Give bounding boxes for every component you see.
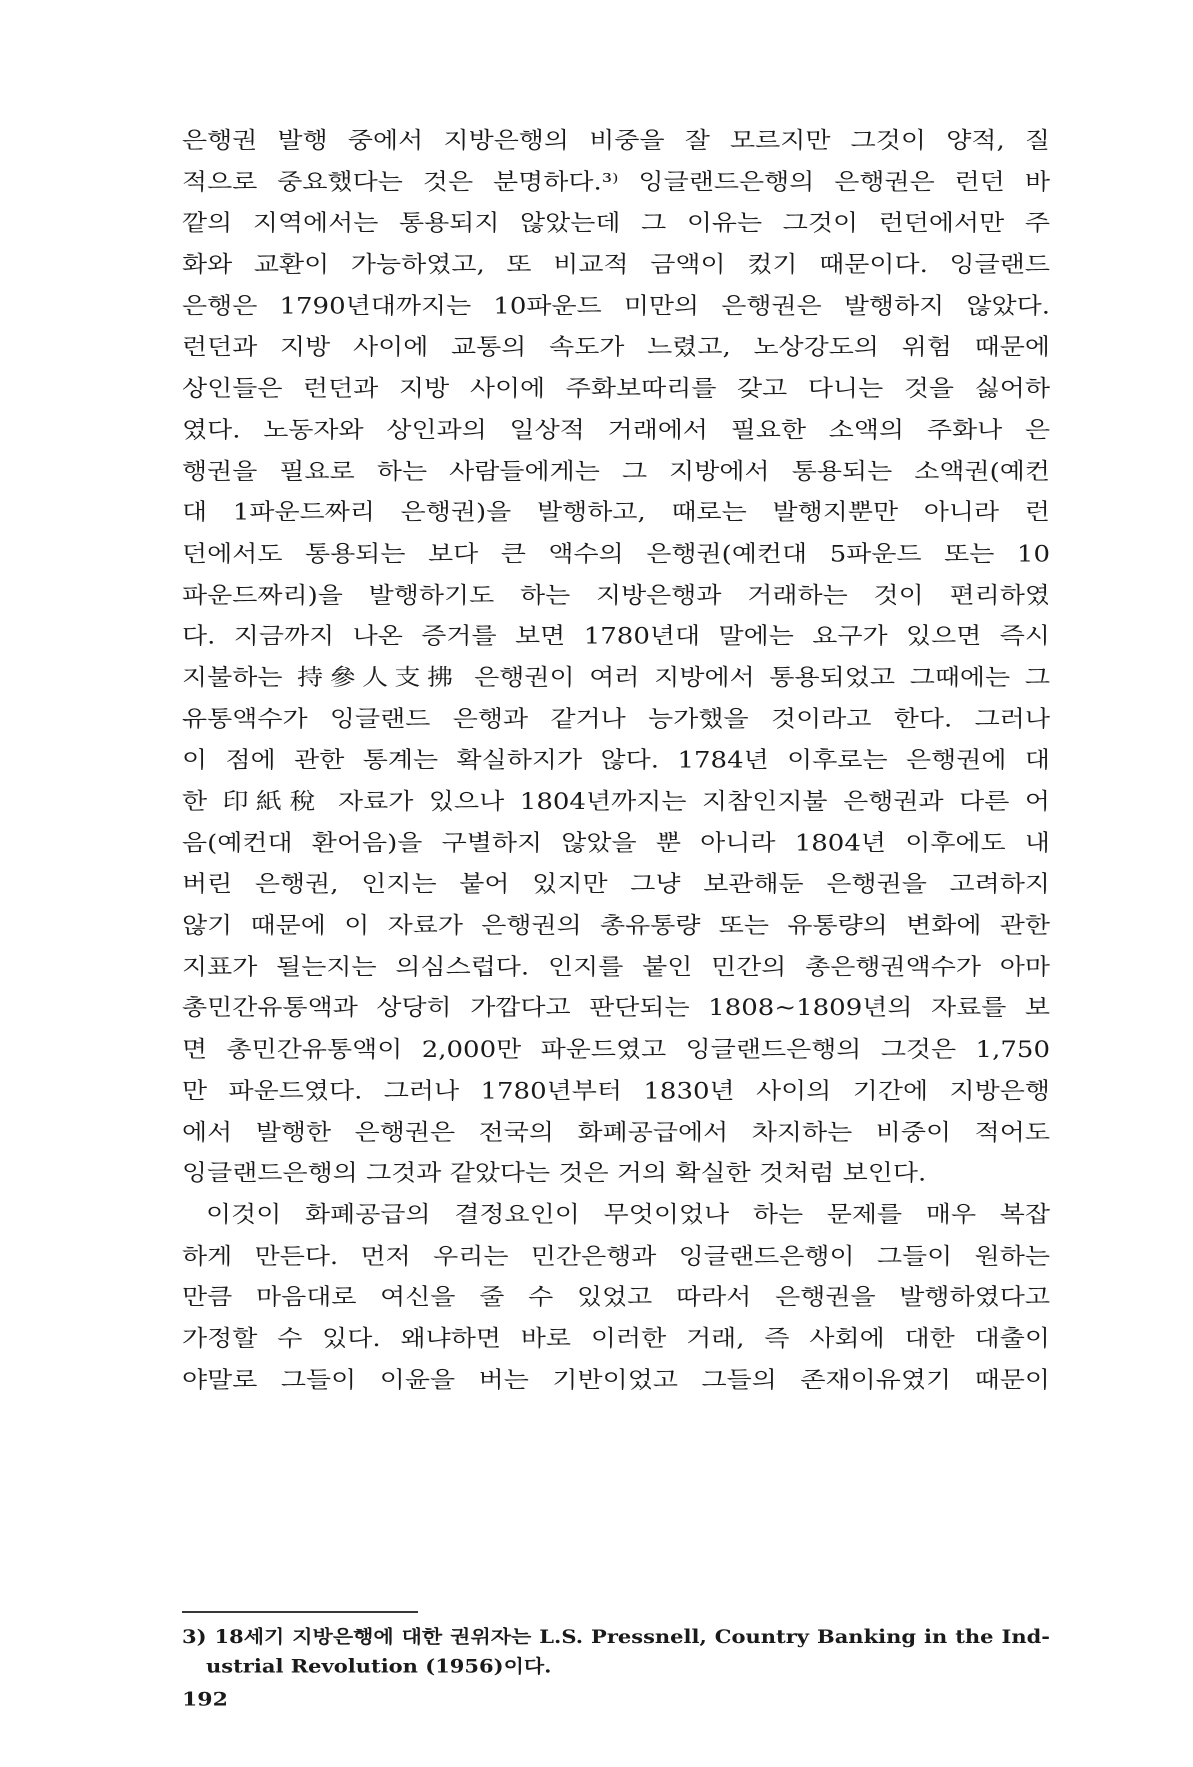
text-line: 않기 때문에 이 자료가 은행권의 총유통량 또는 유통량의 변화에 관한 [182, 913, 1050, 940]
footnote-divider [182, 1611, 418, 1613]
text-line: 만큼 마음대로 여신을 줄 수 있었고 따라서 은행권을 발행하였다고 [182, 1284, 1050, 1311]
text-line: 가정할 수 있다. 왜냐하면 바로 이러한 거래, 즉 사회에 대한 대출이 [182, 1326, 1050, 1353]
text-line: 이 점에 관한 통계는 확실하지가 않다. 1784년 이후로는 은행권에 대 [182, 747, 1050, 774]
page-number: 192 [182, 1688, 228, 1711]
text-line: 대 1파운드짜리 은행권)을 발행하고, 때로는 발행지뿐만 아니라 런 [182, 499, 1050, 526]
text-line: 은행권 발행 중에서 지방은행의 비중을 잘 모르지만 그것이 양적, 질 [182, 128, 1050, 155]
text-line: 야말로 그들이 이윤을 버는 기반이었고 그들의 존재이유였기 때문이 [182, 1367, 1050, 1394]
text-line: 은행은 1790년대까지는 10파운드 미만의 은행권은 발행하지 않았다. [182, 293, 1050, 320]
footnote-line: ustrial Revolution (1956)이다. [206, 1655, 552, 1677]
text-line: 음(예컨대 환어음)을 구별하지 않았을 뿐 아니라 1804년 이후에도 내 [182, 830, 1050, 857]
text-line: 총민간유통액과 상당히 가깝다고 판단되는 1808~1809년의 자료를 보 [182, 995, 1050, 1022]
text-line: 깥의 지역에서는 통용되지 않았는데 그 이유는 그것이 런던에서만 주 [182, 210, 1050, 237]
text-line: 던에서도 통용되는 보다 큰 액수의 은행권(예컨대 5파운드 또는 10 [182, 541, 1050, 568]
text-line: 에서 발행한 은행권은 전국의 화폐공급에서 차지하는 비중이 적어도 [182, 1119, 1050, 1146]
text-line: 한 印紙稅 자료가 있으나 1804년까지는 지참인지불 은행권과 다른 어 [182, 789, 1050, 816]
text-line: 지표가 될는지는 의심스럽다. 인지를 붙인 민간의 총은행권액수가 아마 [182, 954, 1050, 981]
text-line: 였다. 노동자와 상인과의 일상적 거래에서 필요한 소액의 주화나 은 [182, 417, 1050, 444]
text-line: 하게 만든다. 먼저 우리는 민간은행과 잉글랜드은행이 그들이 원하는 [182, 1243, 1050, 1270]
text-line: 파운드짜리)을 발행하기도 하는 지방은행과 거래하는 것이 편리하였 [182, 582, 1050, 609]
text-line: 잉글랜드은행의 그것과 같았다는 것은 거의 확실한 것처럼 보인다. [182, 1160, 927, 1187]
text-line: 행권을 필요로 하는 사람들에게는 그 지방에서 통용되는 소액권(예컨 [182, 458, 1050, 485]
footnote-line: 3) 18세기 지방은행에 대한 권위자는 L.S. Pressnell, Country Banking in the Ind- [182, 1625, 1050, 1648]
footnote [182, 1622, 1050, 1681]
text-line: 면 총민간유통액이 2,000만 파운드였고 잉글랜드은행의 그것은 1,750 [182, 1036, 1050, 1063]
paragraph-first-line: 이것이 화폐공급의 결정요인이 무엇이었나 하는 문제를 매우 복잡 [206, 1202, 1050, 1229]
text-line: 상인들은 런던과 지방 사이에 주화보따리를 갖고 다니는 것을 싫어하 [182, 376, 1050, 403]
text-line: 만 파운드였다. 그러나 1780년부터 1830년 사이의 기간에 지방은행 [182, 1078, 1050, 1105]
text-line: 다. 지금까지 나온 증거를 보면 1780년대 말에는 요구가 있으면 즉시 [182, 623, 1050, 650]
text-line: 유통액수가 잉글랜드 은행과 같거나 능가했을 것이라고 한다. 그러나 [182, 706, 1050, 733]
text-line: 지불하는 持參人支拂 은행권이 여러 지방에서 통용되었고 그때에는 그 [182, 665, 1050, 692]
text-line: 런던과 지방 사이에 교통의 속도가 느렸고, 노상강도의 위험 때문에 [182, 334, 1050, 361]
text-line: 적으로 중요했다는 것은 분명하다.³⁾ 잉글랜드은행의 은행권은 런던 바 [182, 169, 1050, 196]
body-text [182, 121, 1050, 1402]
text-line: 버린 은행권, 인지는 붙어 있지만 그냥 보관해둔 은행권을 고려하지 [182, 871, 1050, 898]
text-line: 화와 교환이 가능하였고, 또 비교적 금액이 컸기 때문이다. 잉글랜드 [182, 252, 1050, 279]
